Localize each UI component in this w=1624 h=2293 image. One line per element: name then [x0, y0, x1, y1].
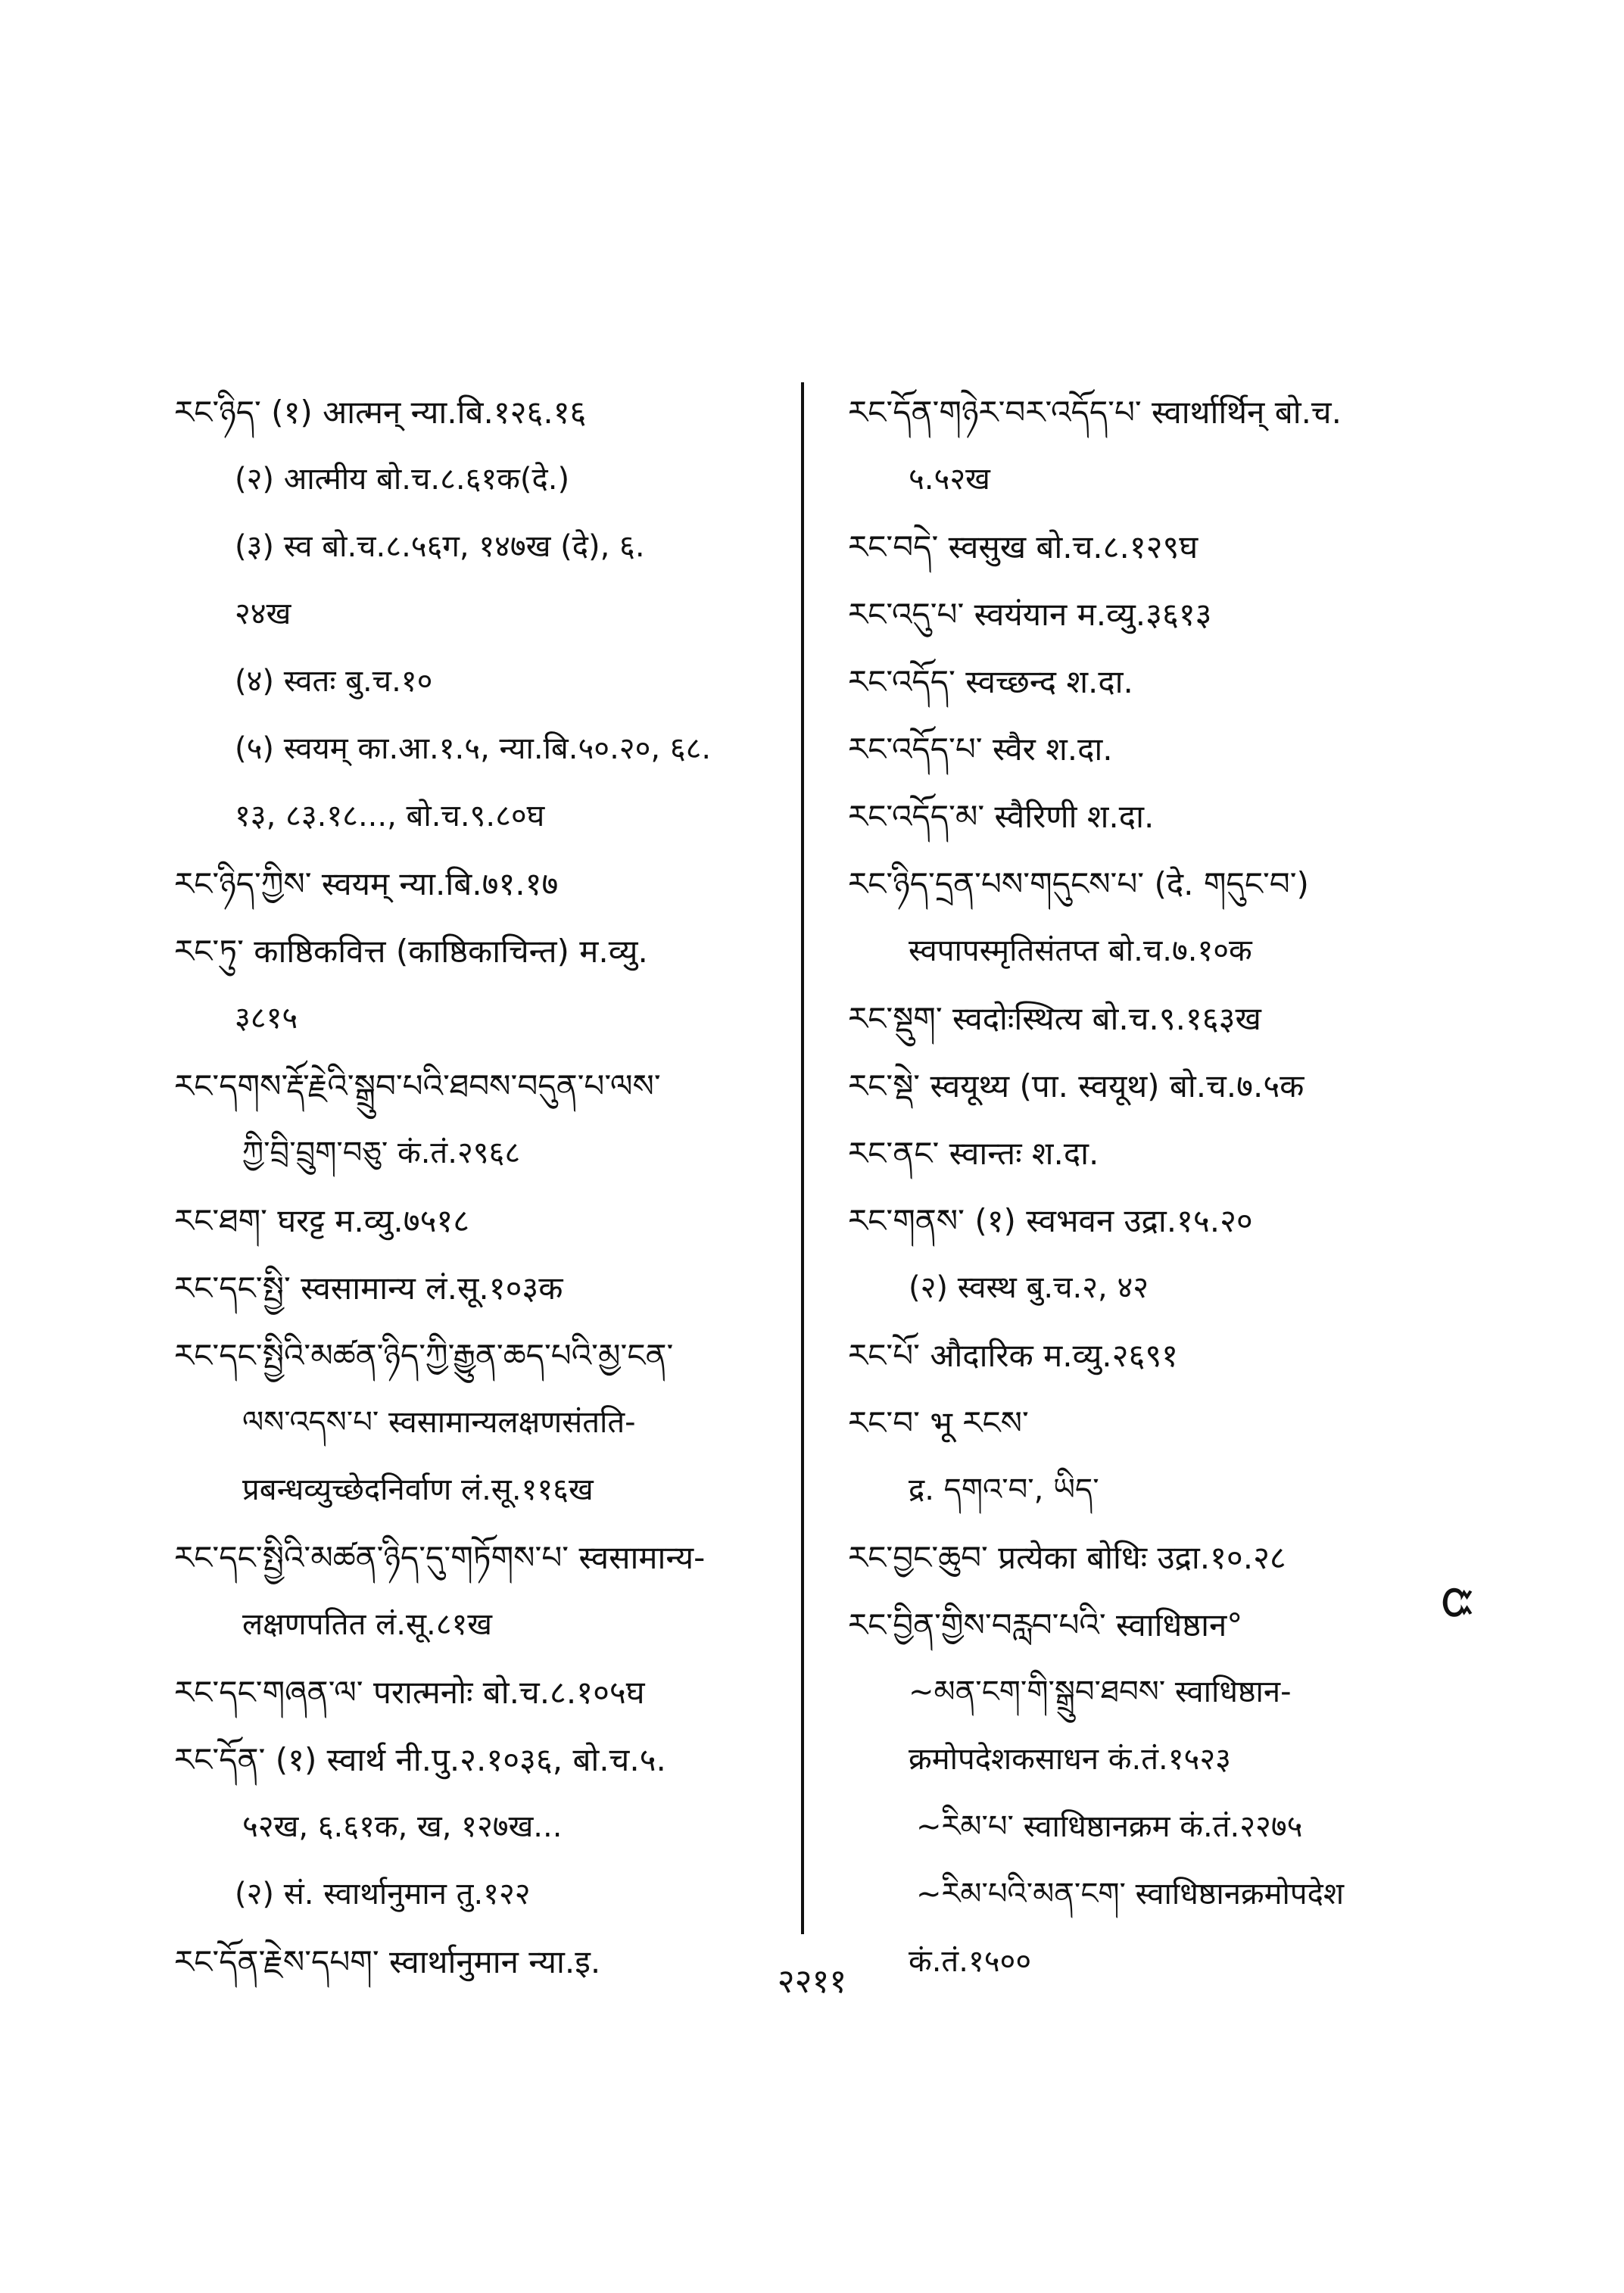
entry-line: ३८१५: [235, 1001, 298, 1036]
entry-line: རང་བ་ भू རངས་: [848, 1404, 1029, 1441]
entry-line: རང་དོན་རྗེས་དཔག་ स्वार्थानुमान न्या.इ.: [174, 1943, 601, 1980]
entry-line: ལས་འདས་པ་ स्वसामान्यलक्षणसंतति-: [242, 1405, 636, 1440]
entry-line: རང་དོན་ (१) स्वार्थ नी.पु.२.१०३६, बो.च.५.: [174, 1741, 666, 1778]
entry-line: ཀྱི་བྲི་བྲུག་བཅུ་ कं.तं.२९६८: [242, 1136, 521, 1170]
right-column: [848, 379, 1439, 1995]
entry-line: कं.तं.१५००: [909, 1944, 1032, 1979]
entry-line: (२) आत्मीय बो.च.८.६१क(दे.): [235, 462, 570, 497]
entry-line: རང་དགས་རྡོ་རྗེའི་སྒྲུབ་པའི་ཐབས་བདུན་པ་ལས་: [174, 1067, 661, 1104]
entry-line: རང་པོ་ औदारिक म.व्यु.२६९१: [848, 1337, 1179, 1374]
entry-line: རང་ཐག་ घरट्ट म.व्यु.७५१८: [174, 1202, 470, 1239]
entry-line: (३) स्व बो.च.८.५६ग, १४७ख (दे), ६.: [235, 529, 645, 564]
entry-line: २४ख: [235, 597, 291, 631]
entry-line: རང་འདུ་པ་ स्वयंयान म.व्यु.३६१३: [848, 596, 1212, 633]
entry-line: རང་ནང་ स्वान्तः श.दा.: [848, 1135, 1099, 1172]
left-column: [174, 379, 780, 1995]
entry-line: རང་དང་སྤྱི་ स्वसामान्य लं.सू.१०३क: [174, 1270, 563, 1307]
entry-line: རང་སྡུག་ स्वदोःस्थित्य बो.च.९.१६३ख: [848, 1000, 1261, 1037]
entry-line: རང་དང་སྤྱིའི་མཚན་ཉིད་དུ་གཏོགས་པ་ स्वसामान्य-: [174, 1539, 706, 1576]
entry-line: द्र. དགའ་བ་, ཡིད་: [909, 1472, 1099, 1507]
entry-line: རང་བྱང་ཆུབ་ प्रत्येका बोधिः उद्रा.१०.२८: [848, 1539, 1286, 1576]
entry-line: རང་ཉིད་དྲན་པས་གདུངས་པ་ (दे. གདུང་བ་): [848, 865, 1309, 902]
entry-line: རང་འདོད་མ་ स्वैरिणी श.दा.: [848, 798, 1155, 835]
entry-line: (५) स्वयम् का.आ.१.५, न्या.बि.५०.२०, ६८.: [235, 731, 712, 766]
entry-line: (२) स्वस्थ बु.च.२, ४२: [909, 1270, 1149, 1305]
entry-line: རང་དང་གཞན་ལ་ परात्मनोः बो.च.८.१०५घ: [174, 1674, 645, 1711]
entry-line: རང་ཉིད་ཀྱིས་ स्वयम् न्या.बि.७१.१७: [174, 865, 559, 902]
entry-line: ५.५२ख: [909, 462, 990, 497]
entry-line: རང་གནས་ (१) स्वभवन उद्रा.१५.२०: [848, 1202, 1253, 1239]
entry-line: རང་ཉིད་ (१) आत्मन् न्या.बि.१२६.१६: [174, 394, 587, 431]
entry-line: स्वपापस्मृतिसंतप्त बो.च.७.१०क: [909, 933, 1252, 968]
entry-line: लक्षणपतित लं.सू.८१ख: [242, 1607, 493, 1642]
entry-line: རང་བདེ་ स्वसुख बो.च.८.१२९घ: [848, 528, 1199, 565]
entry-line: རང་དོན་གཉེར་བར་འདོད་པ་ स्वार्थार्थिन् बो.च.: [848, 394, 1342, 431]
entry-line: རང་སྡེ་ स्वयूथ्य (पा. स्वयूथ) बो.च.७.५क: [848, 1067, 1304, 1104]
entry-line: १३, ८३.१८..., बो.च.९.८०घ: [235, 799, 545, 833]
entry-line: རང་འདོད་པ་ स्वैर श.दा.: [848, 731, 1113, 768]
margin-mark: Ꮸ: [1442, 1582, 1474, 1625]
page-number: २२११: [777, 1962, 847, 2001]
column-divider: [801, 382, 804, 1934]
entry-line: ~མན་ངག་གི་སྒྲུབ་ཐབས་ स्वाधिष्ठान-: [909, 1675, 1292, 1709]
entry-line: རང་ཏུ་ काष्ठिकवित्त (काष्ठिकाचिन्त) म.व्यु.: [174, 933, 648, 970]
entry-line: ~རིམ་པ་ स्वाधिष्ठानक्रम कं.तं.२२७५: [916, 1809, 1303, 1844]
entry-line: རང་དང་སྤྱིའི་མཚན་ཉིད་ཀྱི་རྒྱུན་ཆད་པའི་མྱ་ངན་: [174, 1337, 674, 1374]
entry-line: (४) स्वतः बु.च.१०: [235, 664, 433, 699]
entry-line: རང་འདོད་ स्वच्छन्द श.दा.: [848, 663, 1133, 700]
entry-line: क्रमोपदेशकसाधन कं.तं.१५२३: [909, 1742, 1231, 1777]
entry-line: (२) सं. स्वार्थानुमान तु.१२२: [235, 1877, 531, 1911]
entry-line: ५२ख, ६.६१क, ख, १२७ख...: [242, 1809, 563, 1844]
entry-line: प्रबन्धव्युच्छेदनिर्वाण लं.सू.११६ख: [242, 1472, 594, 1507]
entry-line: རང་བྱིན་གྱིས་བརླབ་པའི་ स्वाधिष्ठान°: [848, 1606, 1243, 1643]
entry-line: ~རིམ་པའི་མན་ངག་ स्वाधिष्ठानक्रमोपदेश: [916, 1877, 1345, 1911]
